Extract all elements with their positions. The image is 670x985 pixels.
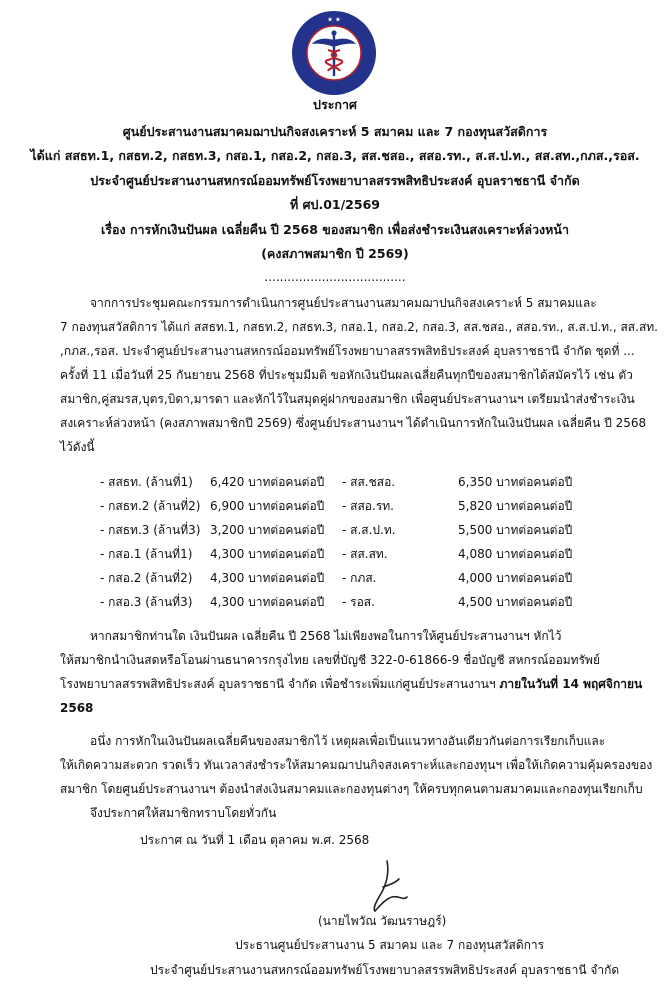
signatory-position: ประธานศูนย์ประสานงาน 5 สมาคม และ 7 กองทุนสวัสดิการ (235, 938, 545, 952)
header-divider: ..................................... (264, 270, 406, 284)
fund-amount: 5,820 บาทต่อคนต่อปี (458, 499, 573, 513)
fund-amount: 4,500 บาทต่อคนต่อปี (458, 595, 573, 609)
deduction-row (0, 518, 670, 542)
fund-amount: 4,300 บาทต่อคนต่อปี (210, 595, 325, 609)
para1-line: สงเคราะห์ล่วงหน้า (คงสภาพสมาชิกปี 2569) ซึ่งศูนย์ประสานงานฯ ได้ดำเนินการหักในเงินปันผล เฉลี่ยคืน ปี 2568 (60, 416, 647, 430)
header-line-cooperative: ประจำศูนย์ประสานงานสหกรณ์ออมทรัพย์โรงพยาบาลสรรพสิทธิประสงค์ อุบลราชธานี จำกัด (90, 173, 580, 188)
fund-name: - กสธท.3 (ล้านที่3) (100, 523, 201, 537)
para2-line: ให้สมาชิกนำเงินสดหรือโอนผ่านธนาคารกรุงไทย เลขที่บัญชี 322-0-61866-9 ชื่อบัญชี สหกรณ์ออมทรัพย์ (60, 653, 600, 667)
deduction-row (0, 494, 670, 518)
payment-deadline-year: 2568 (60, 701, 94, 715)
para1-line: 7 กองทุนสวัสดิการ ได้แก่ สสธท.1, กสธท.2, กสธท.3, กสอ.1, กสอ.2, กสอ.3, สส.ชสอ., สสอ.รท., ส.ส.ป.ท., สส.สท. (60, 320, 658, 334)
fund-amount: 4,300 บาทต่อคนต่อปี (210, 571, 325, 585)
para1-line: ,กภส.,รอส. ประจำศูนย์ประสานงานสหกรณ์ออมทรัพย์โรงพยาบาลสรรพสิทธิประสงค์ อุบลราชธานี จำกัด ชุดที่ ... (60, 344, 635, 358)
deduction-row (0, 542, 670, 566)
fund-amount: 6,350 บาทต่อคนต่อปี (458, 475, 573, 489)
paragraph-meeting-resolution (60, 291, 658, 459)
signatory-name: (นายไพวัณ วัฒนราษฎร์) (318, 914, 447, 928)
fund-name: - กสธท.2 (ล้านที่2) (100, 499, 201, 513)
fund-amount: 4,080 บาทต่อคนต่อปี (458, 547, 573, 561)
para1-line: ครั้งที่ 11 เมื่อวันที่ 25 กันยายน 2568 ที่ประชุมมีมติ ขอหักเงินปันผลเฉลี่ยคืนทุกปีของสมาชิกได้สมัครไว้ เช่น ตัว (60, 368, 633, 382)
fund-amount: 3,200 บาทต่อคนต่อปี (210, 523, 325, 537)
fund-amount: 5,500 บาทต่อคนต่อปี (458, 523, 573, 537)
cooperative-seal-logo (291, 10, 377, 96)
para1-line: สมาชิก,คู่สมรส,บุตร,บิดา,มารดา และหักไว้ในสมุดคู่ฝากของสมาชิก เพื่อศูนย์ประสานงานฯ เตรียมนำส่งชำระเงิน (60, 392, 635, 406)
para3-line: อนึ่ง การหักในเงินปันผลเฉลี่ยคืนของสมาชิกไว้ เหตุผลเพื่อเป็นแนวทางอันเดียวกันต่อการเรียกเก็บและ (90, 734, 606, 748)
fund-name: - ส.ส.ป.ท. (342, 523, 396, 537)
closing-statement: จึงประกาศให้สมาชิกทราบโดยทั่วกัน (90, 806, 277, 820)
fund-name: - รอส. (342, 595, 375, 609)
fund-name: - กสอ.2 (ล้านที่2) (100, 571, 193, 585)
signatory-organization: ประจำศูนย์ประสานงานสหกรณ์ออมทรัพย์โรงพยาบาลสรรพสิทธิประสงค์ อุบลราชธานี จำกัด (150, 963, 620, 977)
para1-line: ไว้ดังนี้ (60, 440, 95, 454)
announcement-title: ประกาศ (313, 97, 357, 112)
document-subject: เรื่อง การหักเงินปันผล เฉลี่ยคืน ปี 2568 ของสมาชิก เพื่อส่งชำระเงินสงเคราะห์ล่วงหน้า (101, 222, 569, 237)
document-number: ที่ ศป.01/2569 (290, 197, 380, 212)
fund-amount: 4,000 บาทต่อคนต่อปี (458, 571, 573, 585)
header-line-members: ได้แก่ สสธท.1, กสธท.2, กสธท.3, กสอ.1, กสอ.2, กสอ.3, สส.ชสอ., สสอ.รท., ส.ส.ป.ท., สส.สท.,กภส.,รอส. (30, 148, 640, 163)
announcement-date: ประกาศ ณ วันที่ 1 เดือน ตุลาคม พ.ศ. 2568 (140, 833, 370, 847)
para3-line: สมาชิก โดยศูนย์ประสานงานฯ ต้องนำส่งเงินสมาคมและกองทุนต่างๆ ให้ครบทุกคนตามสมาคมและกองทุนเรียกเก็บ (60, 782, 643, 796)
handwritten-signature (355, 857, 425, 917)
svg-text:★ ★: ★ ★ (327, 15, 341, 24)
para1-line: จากการประชุมคณะกรรมการดำเนินการศูนย์ประสานงานสมาคมฌาปนกิจสงเคราะห์ 5 สมาคมและ (90, 296, 597, 310)
fund-name: - กสอ.1 (ล้านที่1) (100, 547, 193, 561)
fund-amount: 6,900 บาทต่อคนต่อปี (210, 499, 325, 513)
paragraph-payment-instructions (60, 624, 643, 720)
paragraph-rationale (60, 729, 653, 825)
fund-name: - กสอ.3 (ล้านที่3) (100, 595, 193, 609)
para2-line: หากสมาชิกท่านใด เงินปันผล เฉลี่ยคืน ปี 2568 ไม่เพียงพอในการให้ศูนย์ประสานงานฯ หักไว้ (90, 629, 562, 643)
fund-name: - กภส. (342, 571, 377, 585)
payment-deadline: ภายในวันที่ 14 พฤศจิกายน (499, 677, 643, 691)
document-subject-note: (คงสภาพสมาชิก ปี 2569) (261, 246, 409, 261)
fund-amount: 4,300 บาทต่อคนต่อปี (210, 547, 325, 561)
para2-line-text: โรงพยาบาลสรรพสิทธิประสงค์ อุบลราชธานี จำกัด เพื่อชำระเพิ่มแก่ศูนย์ประสานงานฯ (60, 677, 500, 691)
fund-name: - สส.สท. (342, 547, 388, 561)
fund-name: - สสธท. (ล้านที่1) (100, 475, 193, 489)
deduction-row (0, 566, 670, 590)
para2-line (60, 672, 643, 696)
fund-name: - สสอ.รท. (342, 499, 394, 513)
header-line-center: ศูนย์ประสานงานสมาคมฌาปนกิจสงเคราะห์ 5 สมาคม และ 7 กองทุนสวัสดิการ (122, 124, 548, 139)
deduction-row (0, 590, 670, 614)
fund-name: - สส.ชสอ. (342, 475, 396, 489)
fund-amount: 6,420 บาทต่อคนต่อปี (210, 475, 325, 489)
deduction-row (0, 470, 670, 494)
para3-line: ให้เกิดความสะดวก รวดเร็ว ทันเวลาส่งชำระให้สมาคมฌาปนกิจสงเคราะห์และกองทุนฯ เพื่อให้เกิดความคุ้มครองของ (60, 758, 653, 772)
